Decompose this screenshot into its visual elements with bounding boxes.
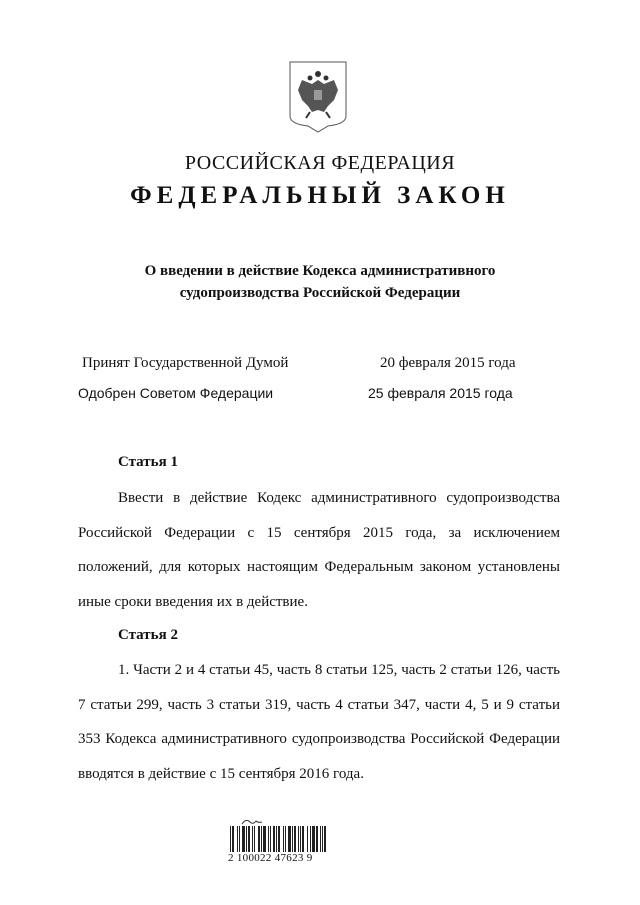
- approved-date: 25 февраля 2015 года: [368, 385, 513, 401]
- adopted-date: 20 февраля 2015 года: [380, 355, 516, 371]
- article-2-heading: Статья 2: [118, 627, 178, 643]
- article-1-heading: Статья 1: [118, 454, 178, 470]
- article-1-text: Ввести в действие Кодекс административного судопроизводства Российской Федерации с 15 сентября 2015 года, за исключением положений, для которых настоящим Федеральным законом установлены иные сроки введения их в действие.: [78, 490, 560, 610]
- coat-of-arms-emblem-icon: [288, 60, 348, 134]
- barcode-number: 2 100022 47623 9: [228, 852, 313, 864]
- law-title-line-2: судопроизводства Российской Федерации: [179, 285, 461, 301]
- law-title-line-1: О введении в действие Кодекса административного: [144, 263, 496, 279]
- article-2-text: 1. Части 2 и 4 статьи 45, часть 8 статьи 125, часть 2 статьи 126, часть 7 статьи 299, часть 3 статьи 319, часть 4 статьи 347, части 4, 5 и 9 статьи 353 Кодекса административного судопроизводства Российской Федерации вводятся в действие с 15 сентября 2016 года.: [78, 662, 560, 782]
- document-type-title: ФЕДЕРАЛЬНЫЙ ЗАКОН: [130, 182, 510, 209]
- country-title: РОССИЙСКАЯ ФЕДЕРАЦИЯ: [184, 152, 456, 174]
- adopted-label: Принят Государственной Думой: [82, 355, 289, 371]
- approved-label: Одобрен Советом Федерации: [78, 385, 274, 401]
